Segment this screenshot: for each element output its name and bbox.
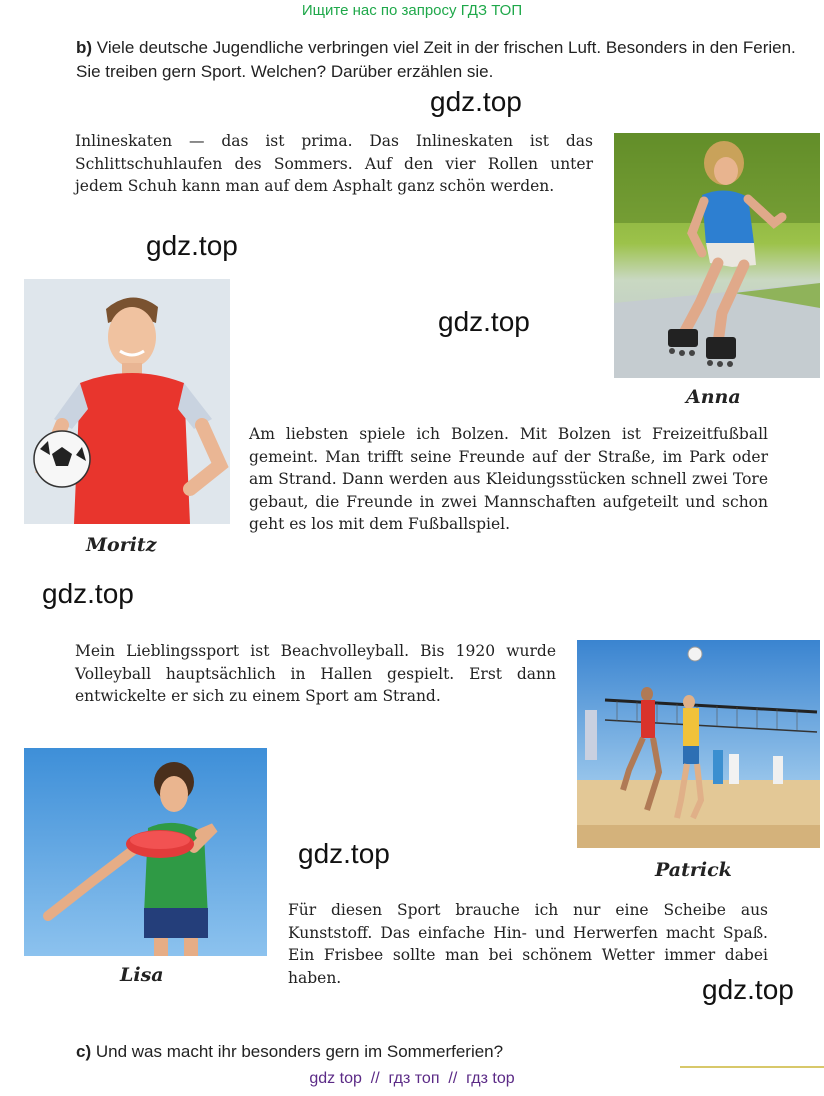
watermark: gdz.top xyxy=(42,578,134,609)
task-b xyxy=(76,36,822,84)
moritz-name: Moritz xyxy=(86,534,157,556)
watermark: gdz.top xyxy=(430,86,522,117)
task-b-letter: b) xyxy=(76,38,93,57)
lisa-paragraph: Für diesen Sport brauche ich nur eine Scheibe aus Kunststoff. Das einfache Hin- und Herwerfen macht Spaß. Ein Frisbee sollte man bei schönem Wetter immer dabei haben. xyxy=(288,901,768,987)
patrick-photo xyxy=(577,640,820,848)
anna-paragraph: Inlineskaten — das ist prima. Das Inlineskaten ist das Schlittschuhlaufen des Sommers. Auf den vier Rollen unter jedem Schuh kann man auf dem Asphalt ganz schön werden. xyxy=(75,132,593,195)
moritz-photo xyxy=(24,279,230,524)
watermark: gdz.top xyxy=(438,306,530,337)
inline-skater-image xyxy=(614,133,820,378)
anna-photo xyxy=(614,133,820,378)
patrick-name: Patrick xyxy=(655,859,732,881)
frisbee-girl-image xyxy=(24,748,267,956)
watermark: gdz.top xyxy=(146,230,238,261)
task-c xyxy=(76,1040,776,1064)
watermark: gdz.top xyxy=(702,974,794,1005)
task-b-text: Viele deutsche Jugendliche verbringen viel Zeit in der frischen Luft. Besonders in den Ferien. Sie treiben gern Sport. Welchen? Darüber erzählen sie. xyxy=(76,38,796,81)
lisa-photo xyxy=(24,748,267,956)
footer-links: gdz top // гдз топ // гдз top xyxy=(309,1070,515,1087)
lisa-name: Lisa xyxy=(120,964,164,986)
football-boy-image xyxy=(24,279,230,524)
beach-volleyball-image xyxy=(577,640,820,848)
task-c-text: Und was macht ihr besonders gern im Sommerferien? xyxy=(95,1042,504,1061)
watermark: gdz.top xyxy=(298,838,390,869)
decorative-rule xyxy=(680,1066,824,1068)
anna-name: Anna xyxy=(686,386,741,408)
search-banner: Ищите нас по запросу ГДЗ ТОП xyxy=(301,2,523,19)
task-c-letter: c) xyxy=(76,1042,92,1061)
patrick-paragraph: Mein Lieblingssport ist Beachvolleyball. Bis 1920 wurde Volleyball hauptsächlich in Hallen gespielt. Erst dann entwickelte er sich zu einem Sport am Strand. xyxy=(75,642,556,705)
moritz-paragraph: Am liebsten spiele ich Bolzen. Mit Bolzen ist Freizeitfußball gemeint. Man trifft seine Freunde auf der Straße, im Park oder am Strand. Dann werden aus Kleidungsstücken schnell zwei Tore gebaut, die Freunde in zwei Mannschaften aufgeteilt und schon geht es los mit dem Fußballspiel. xyxy=(249,425,768,533)
